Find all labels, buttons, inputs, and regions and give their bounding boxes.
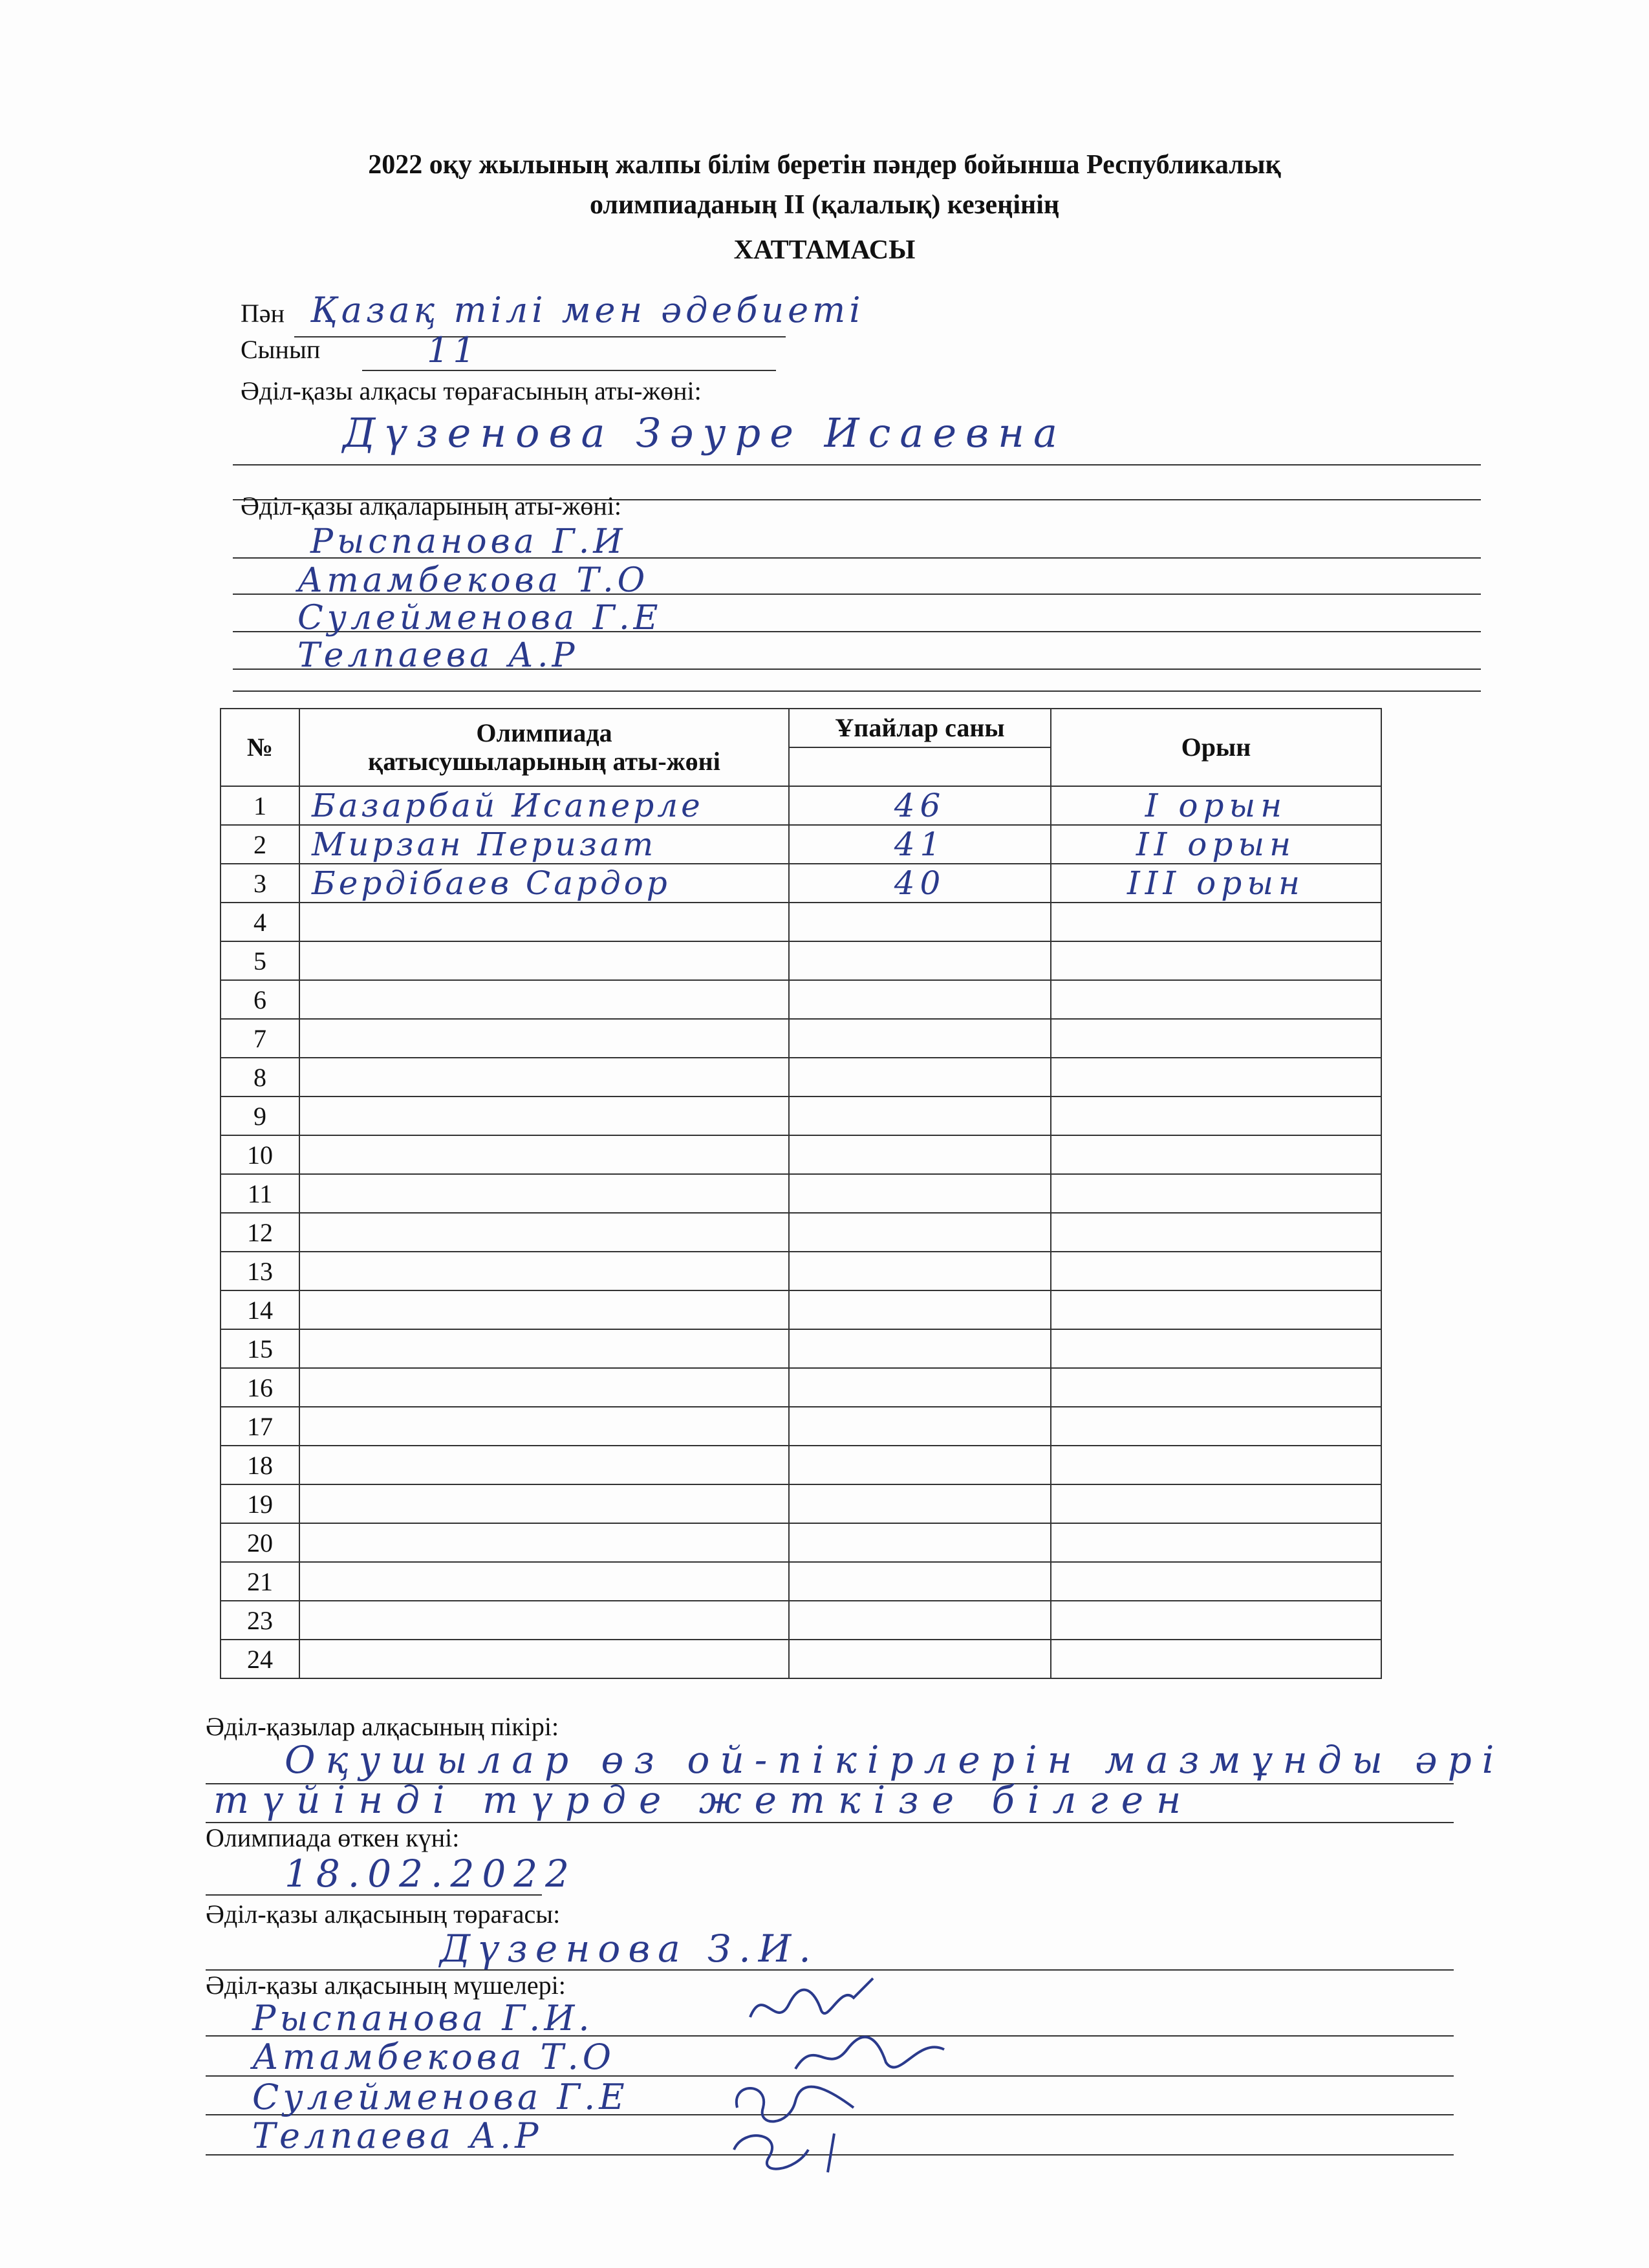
table-row — [221, 1446, 1381, 1484]
row-number: 9 — [221, 1097, 299, 1135]
table-row — [221, 1135, 1381, 1174]
table-header-row — [221, 709, 1381, 747]
row-score — [789, 1484, 1051, 1523]
row-number: 3 — [221, 864, 299, 903]
row-place: III орын — [1051, 864, 1381, 903]
row-name — [299, 980, 789, 1019]
row-score: 41 — [789, 825, 1051, 864]
row-name — [299, 1058, 789, 1097]
row-place — [1051, 1174, 1381, 1213]
row-number: 17 — [221, 1407, 299, 1446]
row-name — [299, 1290, 789, 1329]
row-number: 19 — [221, 1484, 299, 1523]
chair-value: Дүзенова Зәуре Исаевна — [343, 409, 1066, 456]
row-place — [1051, 1484, 1381, 1523]
header-line-1: 2022 оқу жылының жалпы білім беретін пәндер бойынша Республикалық — [368, 150, 1281, 180]
row-place — [1051, 1601, 1381, 1640]
row-name — [299, 941, 789, 980]
row-number: 18 — [221, 1446, 299, 1484]
row-name — [299, 1484, 789, 1523]
row-place — [1051, 1252, 1381, 1290]
row-score — [789, 1368, 1051, 1407]
row-score — [789, 1601, 1051, 1640]
header-name-line-1: Олимпиада — [476, 718, 612, 747]
row-name — [299, 1407, 789, 1446]
header-title: ХАТТАМАСЫ — [733, 235, 916, 265]
chair-label: Әділ-қазы алқасы төрағасының аты-жөні: — [241, 376, 702, 405]
row-number: 15 — [221, 1329, 299, 1368]
row-name: Бердібаев Сардор — [299, 864, 789, 903]
header-line-2: олимпиаданың II (қалалық) кезеңінің — [589, 190, 1060, 220]
row-place — [1051, 1407, 1381, 1446]
row-score — [789, 1174, 1051, 1213]
row-number: 4 — [221, 903, 299, 941]
row-number: 16 — [221, 1368, 299, 1407]
row-name: Мирзан Перизат — [299, 825, 789, 864]
table-row — [221, 1097, 1381, 1135]
header-name — [299, 709, 789, 786]
table-row — [221, 864, 1381, 903]
header-place: Орын — [1051, 709, 1381, 786]
table-row — [221, 1407, 1381, 1446]
row-number: 13 — [221, 1252, 299, 1290]
table-row — [221, 1562, 1381, 1601]
chair-rule-1 — [233, 464, 1481, 465]
row-name — [299, 1368, 789, 1407]
row-name — [299, 1523, 789, 1562]
table-row — [221, 1601, 1381, 1640]
member-4: Телпаева А.Р — [297, 636, 579, 675]
table-row — [221, 941, 1381, 980]
row-place — [1051, 1329, 1381, 1368]
class-value: 11 — [427, 330, 479, 370]
row-number: 10 — [221, 1135, 299, 1174]
row-place — [1051, 1562, 1381, 1601]
signature-4 — [724, 2121, 867, 2179]
row-number: 2 — [221, 825, 299, 864]
row-score — [789, 1407, 1051, 1446]
table-row — [221, 903, 1381, 941]
table-row — [221, 1252, 1381, 1290]
table-row — [221, 1523, 1381, 1562]
row-number: 11 — [221, 1174, 299, 1213]
table-row — [221, 1019, 1381, 1058]
row-place — [1051, 1290, 1381, 1329]
row-number: 7 — [221, 1019, 299, 1058]
row-name — [299, 1213, 789, 1252]
row-place — [1051, 1097, 1381, 1135]
footer-chair-value: Дүзенова З.И. — [440, 1927, 819, 1971]
row-number: 24 — [221, 1640, 299, 1678]
row-place: I орын — [1051, 786, 1381, 825]
opinion-line-2: түйінді түрде жеткізе білген — [213, 1778, 1194, 1822]
row-score — [789, 1097, 1051, 1135]
row-name — [299, 1174, 789, 1213]
row-score — [789, 1329, 1051, 1368]
row-name — [299, 1329, 789, 1368]
table-row — [221, 1368, 1381, 1407]
row-score — [789, 941, 1051, 980]
row-place — [1051, 1019, 1381, 1058]
row-score — [789, 1446, 1051, 1484]
footer-member-3: Сулейменова Г.Е — [252, 2077, 629, 2117]
header-score: Ұпайлар саны — [789, 709, 1051, 747]
row-score — [789, 1135, 1051, 1174]
subject-rule — [294, 336, 786, 337]
header-num: № — [221, 709, 299, 786]
table-row — [221, 1174, 1381, 1213]
footer-member-4: Телпаева А.Р — [252, 2115, 543, 2156]
footer-chair-label: Әділ-қазы алқасының төрағасы: — [206, 1899, 561, 1929]
row-number: 21 — [221, 1562, 299, 1601]
row-place — [1051, 1213, 1381, 1252]
row-number: 1 — [221, 786, 299, 825]
row-name — [299, 1097, 789, 1135]
row-score — [789, 1562, 1051, 1601]
table-row — [221, 1213, 1381, 1252]
row-score — [789, 1019, 1051, 1058]
row-name — [299, 1019, 789, 1058]
member-3: Сулейменова Г.Е — [297, 599, 662, 637]
table-row — [221, 825, 1381, 864]
row-name — [299, 1601, 789, 1640]
members-label: Әділ-қазы алқаларының аты-жөні: — [241, 491, 622, 520]
row-score — [789, 1523, 1051, 1562]
class-label: Сынып — [241, 335, 321, 364]
row-name — [299, 1562, 789, 1601]
opinion-line-1: Оқушылар өз ой-пікірлерін мазмұнды әрі — [285, 1738, 1505, 1782]
row-place — [1051, 1368, 1381, 1407]
row-place: II орын — [1051, 825, 1381, 864]
table-row — [221, 1484, 1381, 1523]
row-name — [299, 1640, 789, 1678]
opinion-label: Әділ-қазылар алқасының пікірі: — [206, 1712, 559, 1741]
date-label: Олимпиада өткен күні: — [206, 1823, 460, 1852]
members-rule-5 — [233, 690, 1481, 692]
date-value: 18.02.2022 — [285, 1852, 577, 1896]
row-score: 40 — [789, 864, 1051, 903]
row-score — [789, 1058, 1051, 1097]
row-place — [1051, 1640, 1381, 1678]
row-place — [1051, 980, 1381, 1019]
row-place — [1051, 903, 1381, 941]
table-row — [221, 786, 1381, 825]
table-row — [221, 980, 1381, 1019]
row-number: 23 — [221, 1601, 299, 1640]
row-score — [789, 1640, 1051, 1678]
row-place — [1051, 1523, 1381, 1562]
row-score — [789, 903, 1051, 941]
row-score — [789, 1252, 1051, 1290]
table-body — [221, 786, 1381, 1678]
row-number: 8 — [221, 1058, 299, 1097]
row-number: 5 — [221, 941, 299, 980]
row-name — [299, 903, 789, 941]
subject-value: Қазақ тілі мен әдебиеті — [310, 290, 865, 330]
row-name — [299, 1252, 789, 1290]
class-rule — [362, 370, 776, 371]
results-table — [220, 708, 1382, 1679]
table-row — [221, 1290, 1381, 1329]
row-number: 12 — [221, 1213, 299, 1252]
row-score — [789, 1213, 1051, 1252]
row-score — [789, 980, 1051, 1019]
row-place — [1051, 1135, 1381, 1174]
row-name — [299, 1135, 789, 1174]
footer-members-label: Әділ-қазы алқасының мүшелері: — [206, 1971, 566, 2000]
header-score-sub — [789, 747, 1051, 786]
row-number: 6 — [221, 980, 299, 1019]
table-row — [221, 1058, 1381, 1097]
row-place — [1051, 1446, 1381, 1484]
row-number: 20 — [221, 1523, 299, 1562]
row-name: Базарбай Исаперле — [299, 786, 789, 825]
row-number: 14 — [221, 1290, 299, 1329]
member-1: Рыспанова Г.И — [310, 522, 627, 561]
footer-member-1: Рыспанова Г.И. — [252, 1998, 594, 2038]
table-row — [221, 1640, 1381, 1678]
table-row — [221, 1329, 1381, 1368]
header-name-line-2: қатысушыларының аты-жөні — [368, 747, 720, 776]
row-place — [1051, 941, 1381, 980]
row-score — [789, 1290, 1051, 1329]
footer-member-2: Атамбекова Т.О — [252, 2037, 615, 2077]
row-place — [1051, 1058, 1381, 1097]
member-2: Атамбекова Т.О — [297, 561, 649, 600]
row-score: 46 — [789, 786, 1051, 825]
subject-label: Пән — [241, 299, 285, 328]
row-name — [299, 1446, 789, 1484]
